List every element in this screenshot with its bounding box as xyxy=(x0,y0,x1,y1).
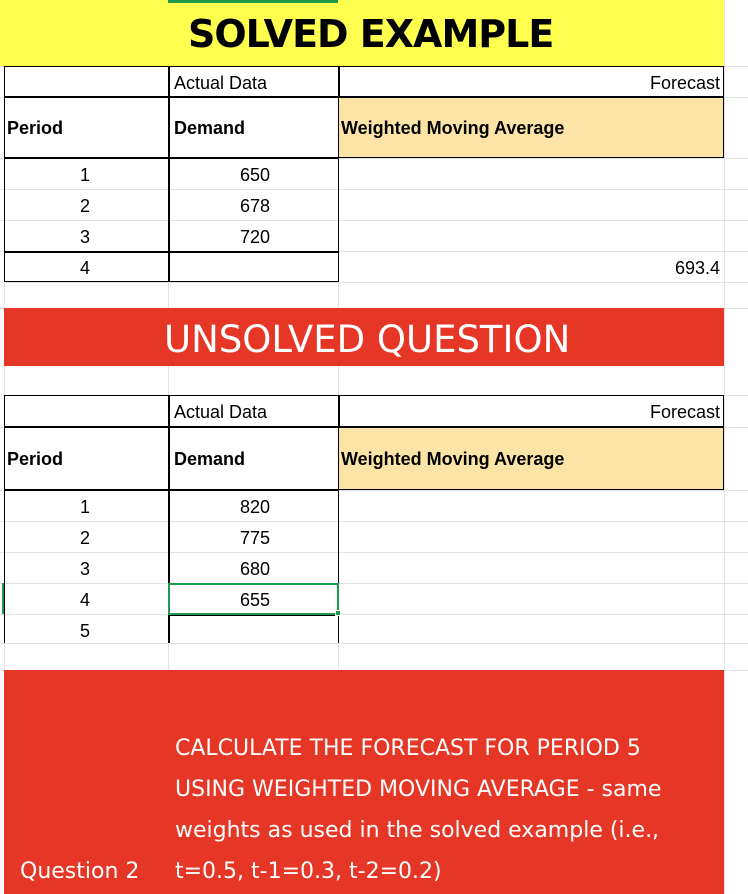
unsolved-period-cell[interactable]: 4 xyxy=(79,590,90,610)
solved-period-cell[interactable]: 3 xyxy=(79,227,90,247)
solved-data-block xyxy=(4,158,339,282)
unsolved-demand-cell[interactable]: 775 xyxy=(239,528,270,548)
solved-demand-header[interactable]: Demand xyxy=(174,118,246,138)
solved-demand-cell[interactable]: 678 xyxy=(239,196,270,216)
unsolved-period-cell[interactable]: 3 xyxy=(79,559,90,579)
unsolved-wma-header: Weighted Moving Average xyxy=(341,449,565,469)
selected-cell[interactable] xyxy=(168,583,339,615)
row-selection-indicator xyxy=(2,583,4,614)
solved-period-cell[interactable]: 2 xyxy=(79,196,90,216)
unsolved-actual-data-label: Actual Data xyxy=(174,402,268,422)
solved-title: SOLVED EXAMPLE xyxy=(188,12,554,56)
question-line: weights as used in the solved example (i.e., xyxy=(175,818,660,843)
solved-period-header[interactable]: Period xyxy=(7,118,64,138)
unsolved-period-header[interactable]: Period xyxy=(7,449,64,469)
question-line: CALCULATE THE FORECAST FOR PERIOD 5 xyxy=(175,736,641,761)
question-line: USING WEIGHTED MOVING AVERAGE - same xyxy=(175,777,662,802)
unsolved-period-cell[interactable]: 1 xyxy=(79,497,90,517)
unsolved-demand-cell[interactable]: 655 xyxy=(239,590,270,610)
solved-demand-cell[interactable]: 650 xyxy=(239,165,270,185)
solved-wma-header: Weighted Moving Average xyxy=(341,118,565,138)
solved-period-cell[interactable]: 4 xyxy=(79,258,90,278)
unsolved-forecast-label: Forecast xyxy=(649,402,720,422)
solved-actual-data-label: Actual Data xyxy=(174,73,268,93)
question-label: Question 2 xyxy=(20,859,140,884)
solved-forecast-label: Forecast xyxy=(649,73,720,93)
solved-forecast-value[interactable]: 693.4 xyxy=(674,258,720,278)
solved-demand-cell[interactable]: 720 xyxy=(239,227,270,247)
unsolved-demand-cell[interactable]: 820 xyxy=(239,497,270,517)
unsolved-period-cell[interactable]: 2 xyxy=(79,528,90,548)
question-line: t=0.5, t-1=0.3, t-2=0.2) xyxy=(175,859,442,884)
question-text xyxy=(175,728,720,892)
unsolved-demand-cell[interactable]: 680 xyxy=(239,559,270,579)
solved-banner-accent xyxy=(168,0,338,3)
unsolved-data-block xyxy=(4,490,339,643)
unsolved-demand-header[interactable]: Demand xyxy=(174,449,246,469)
fill-handle[interactable] xyxy=(335,610,341,616)
unsolved-title: UNSOLVED QUESTION xyxy=(164,318,571,361)
unsolved-period-cell[interactable]: 5 xyxy=(79,621,90,641)
solved-period-cell[interactable]: 1 xyxy=(79,165,90,185)
